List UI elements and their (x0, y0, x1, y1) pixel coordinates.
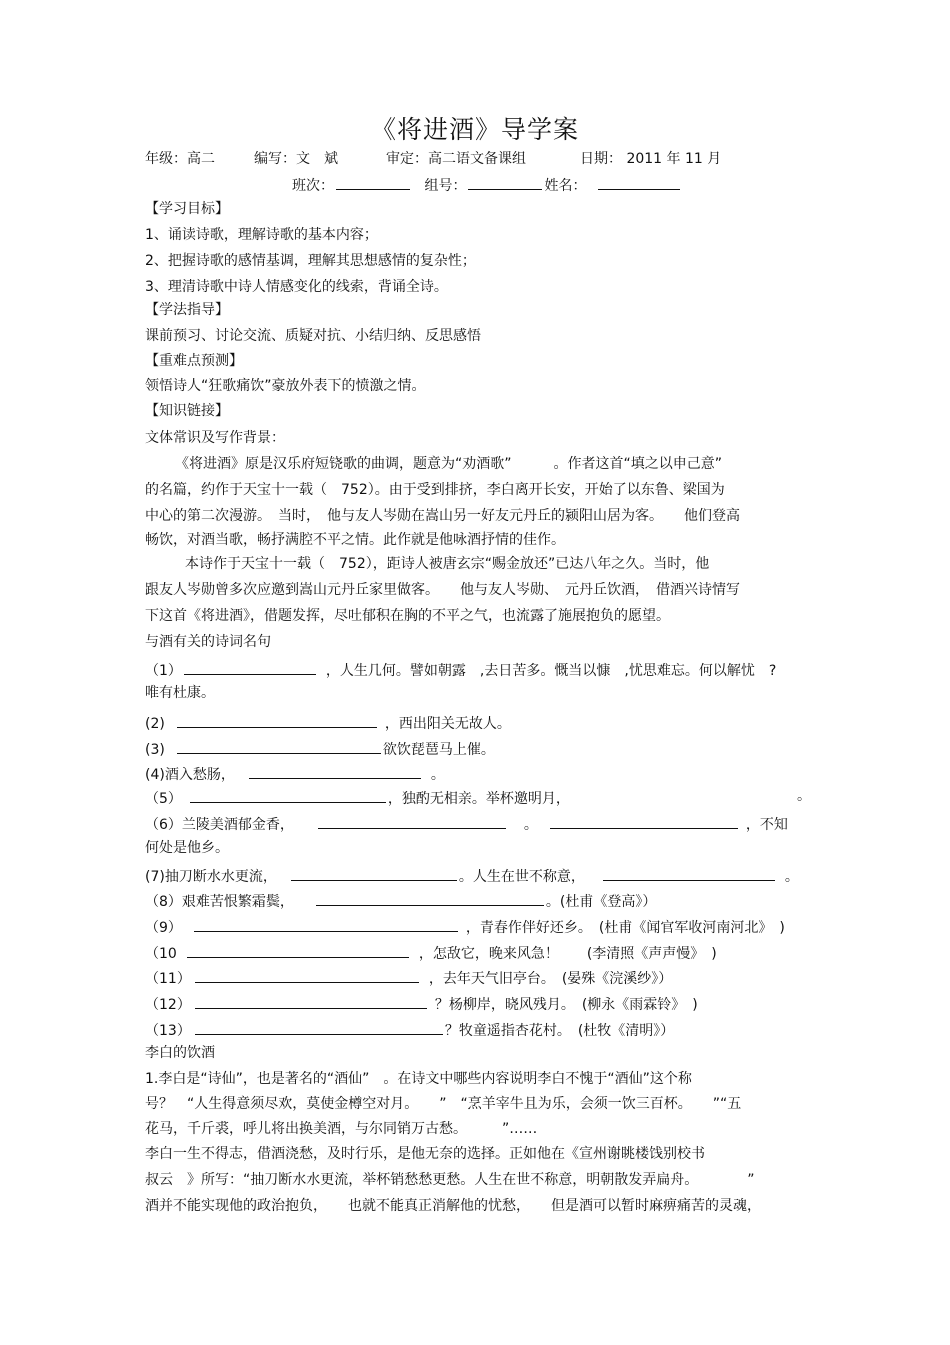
background-line: 畅饮，对酒当歌，畅抒满腔不平之情。此作就是他咏酒抒情的佳作。 (145, 532, 565, 548)
question-number: （12） (145, 997, 191, 1013)
name-label: 姓名： (544, 178, 587, 194)
question-number: (2) (145, 716, 165, 732)
class-label: 班次： (292, 178, 334, 194)
answer-blank[interactable] (187, 943, 409, 958)
answer-blank[interactable] (184, 660, 316, 675)
question-text: (7)抽刀断水水更流， (145, 869, 277, 885)
libai-line: 花马，千斤裘，呼儿将出换美酒，与尔同销万古愁。 ”…… (145, 1121, 538, 1137)
question-text: 欲饮琵琶马上催。 (382, 742, 495, 758)
goal-item: 2、把握诗歌的感情基调，理解其思想感情的复杂性； (145, 253, 476, 269)
background-line: 下这首《将进酒》，借题发挥，尽吐郁积在胸的不平之气，也流露了施展抱负的愿望。 (145, 608, 670, 624)
answer-blank[interactable] (195, 968, 419, 983)
section-heading-difficulty: 【重难点预测】 (145, 353, 243, 369)
method-text: 课前预习、讨论交流、质疑对抗、小结归纳、反思感悟 (145, 328, 481, 344)
question-text: 。(杜甫《登高》） (545, 894, 657, 910)
question-text: ，去年天气旧亭台。 (晏殊《浣溪纱》） (428, 971, 673, 987)
question-text: ，独酌无相亲。举杯邀明月， (387, 791, 570, 807)
difficulty-text: 领悟诗人“狂歌痛饮”豪放外表下的愤激之情。 (145, 378, 426, 394)
answer-blank[interactable] (603, 866, 775, 881)
question-text: （6）兰陵美酒郁金香， (145, 817, 294, 833)
goal-item: 1、诵读诗歌，理解诗歌的基本内容； (145, 227, 378, 243)
background-line: 《将进酒》原是汉乐府短铙歌的曲调，题意为“劝酒歌” 。作者这首“填之以申己意” (175, 456, 723, 472)
background-line: 本诗作于天宝十一载（ 752），距诗人被唐玄宗“赐金放还”已达八年之久。当时，他 (185, 556, 710, 572)
class-blank[interactable] (336, 175, 410, 190)
question-text: 。 (430, 767, 445, 783)
background-line: 的名篇，约作于天宝十一载（ 752）。由于受到排挤，李白离开长安，开始了以东鲁、梁国为 (145, 482, 725, 498)
question-number: （11） (145, 971, 191, 987)
meta-grade: 年级：高二 (145, 151, 215, 167)
question-text: ？杨柳岸，晓风残月。 (柳永《雨霖铃》 ) (434, 997, 698, 1013)
libai-heading: 李白的饮酒 (145, 1045, 215, 1061)
poem-question-11 (145, 968, 672, 987)
question-number: （13） (145, 1023, 191, 1039)
poem-question-2 (145, 713, 511, 732)
poem-question-12 (145, 994, 698, 1013)
libai-line: 号？ “人生得意须尽欢，莫使金樽空对月。 ” “烹羊宰牛且为乐，会须一饮三百杯。 ”“五 (145, 1096, 742, 1112)
answer-blank[interactable] (195, 1020, 443, 1035)
answer-blank[interactable] (177, 713, 377, 728)
libai-line: 酒并不能实现他的政治抱负， 也就不能真正消解他的忧愁， 但是酒可以暂时麻痹痛苦的灵魂， (145, 1198, 761, 1214)
question-text: ，青春作伴好还乡。 (杜甫《闻官军收河南河北》 ) (465, 920, 785, 936)
question-text: ，西出阳关无故人。 (384, 716, 511, 732)
meta-date: 日期： 2011 年 11 月 (580, 151, 722, 167)
question-number: （1） (145, 663, 182, 679)
poem-question-3 (145, 739, 495, 758)
answer-blank[interactable] (190, 788, 386, 803)
poem-question-1-cont: 唯有杜康。 (145, 685, 215, 701)
answer-blank[interactable] (316, 891, 544, 906)
poem-question-7 (145, 866, 799, 885)
question-text: 。 (523, 817, 538, 833)
answer-blank[interactable] (550, 814, 738, 829)
poem-question-6 (145, 814, 788, 833)
poem-question-10 (145, 943, 717, 962)
question-text: ，怎敌它，晚来风急！ (李清照《声声慢》 ) (418, 946, 717, 962)
knowledge-subheading: 文体常识及写作背景： (145, 430, 285, 446)
background-line: 中心的第二次漫游。 当时， 他与友人岑勋在嵩山另一好友元丹丘的颍阳山居为客。 他们登高 (145, 508, 740, 524)
poem-question-5-end: 。 (797, 788, 811, 804)
poems-heading: 与酒有关的诗词名句 (145, 634, 271, 650)
poem-question-4 (145, 764, 445, 783)
answer-blank[interactable] (194, 917, 458, 932)
group-blank[interactable] (468, 175, 542, 190)
meta-reviewer: 审定：高二语文备课组 (386, 151, 526, 167)
poem-question-13 (145, 1020, 674, 1039)
answer-blank[interactable] (249, 764, 421, 779)
poem-question-6-cont: 何处是他乡。 (145, 840, 229, 856)
libai-line: 1.李白是“诗仙”，也是著名的“酒仙” 。在诗文中哪些内容说明李白不愧于“酒仙”这个称 (145, 1071, 692, 1087)
poem-question-8 (145, 891, 656, 910)
question-text: ，人生几何。譬如朝露 ,去日苦多。慨当以慷 ,忧思难忘。何以解忧 ? (325, 663, 777, 679)
answer-blank[interactable] (291, 866, 457, 881)
name-blank[interactable] (598, 175, 680, 190)
poem-question-5 (145, 788, 570, 807)
question-text: 。 (784, 869, 799, 885)
question-text: （8）艰难苦恨繁霜鬓， (145, 894, 294, 910)
question-text: ，不知 (745, 817, 788, 833)
poem-question-1 (145, 660, 776, 679)
question-number: （5） (145, 791, 182, 807)
meta-author: 编写：文 斌 (254, 151, 338, 167)
section-heading-method: 【学法指导】 (145, 302, 229, 318)
answer-blank[interactable] (195, 994, 427, 1009)
class-row (292, 175, 682, 194)
section-heading-goals: 【学习目标】 (145, 201, 229, 217)
question-number: （9） (145, 920, 182, 936)
answer-blank[interactable] (177, 739, 381, 754)
question-text: (4)酒入愁肠， (145, 767, 235, 783)
group-label: 组号： (424, 178, 467, 194)
answer-blank[interactable] (318, 814, 506, 829)
question-text: 。人生在世不称意， (458, 869, 585, 885)
question-number: （10 (145, 946, 177, 962)
poem-question-9 (145, 917, 785, 936)
question-text: ？牧童遥指杏花村。 (杜牧《清明》） (444, 1023, 675, 1039)
question-number: (3) (145, 742, 165, 758)
background-line: 跟友人岑勋曾多次应邀到嵩山元丹丘家里做客。 他与友人岑勋、 元丹丘饮酒， 借酒兴诗情写 (145, 582, 740, 598)
goal-item: 3、理清诗歌中诗人情感变化的线索，背诵全诗。 (145, 279, 448, 295)
libai-line: 李白一生不得志，借酒浇愁，及时行乐，是他无奈的选择。正如他在《宣州谢眺楼饯别校书 (145, 1146, 705, 1162)
section-heading-knowledge: 【知识链接】 (145, 403, 229, 419)
page-title: 《将进酒》导学案 (370, 115, 579, 144)
libai-line: 叔云 》所写：“抽刀断水水更流，举杯销愁愁更愁。人生在世不称意，明朝散发弄扁舟。 ” (145, 1172, 755, 1188)
